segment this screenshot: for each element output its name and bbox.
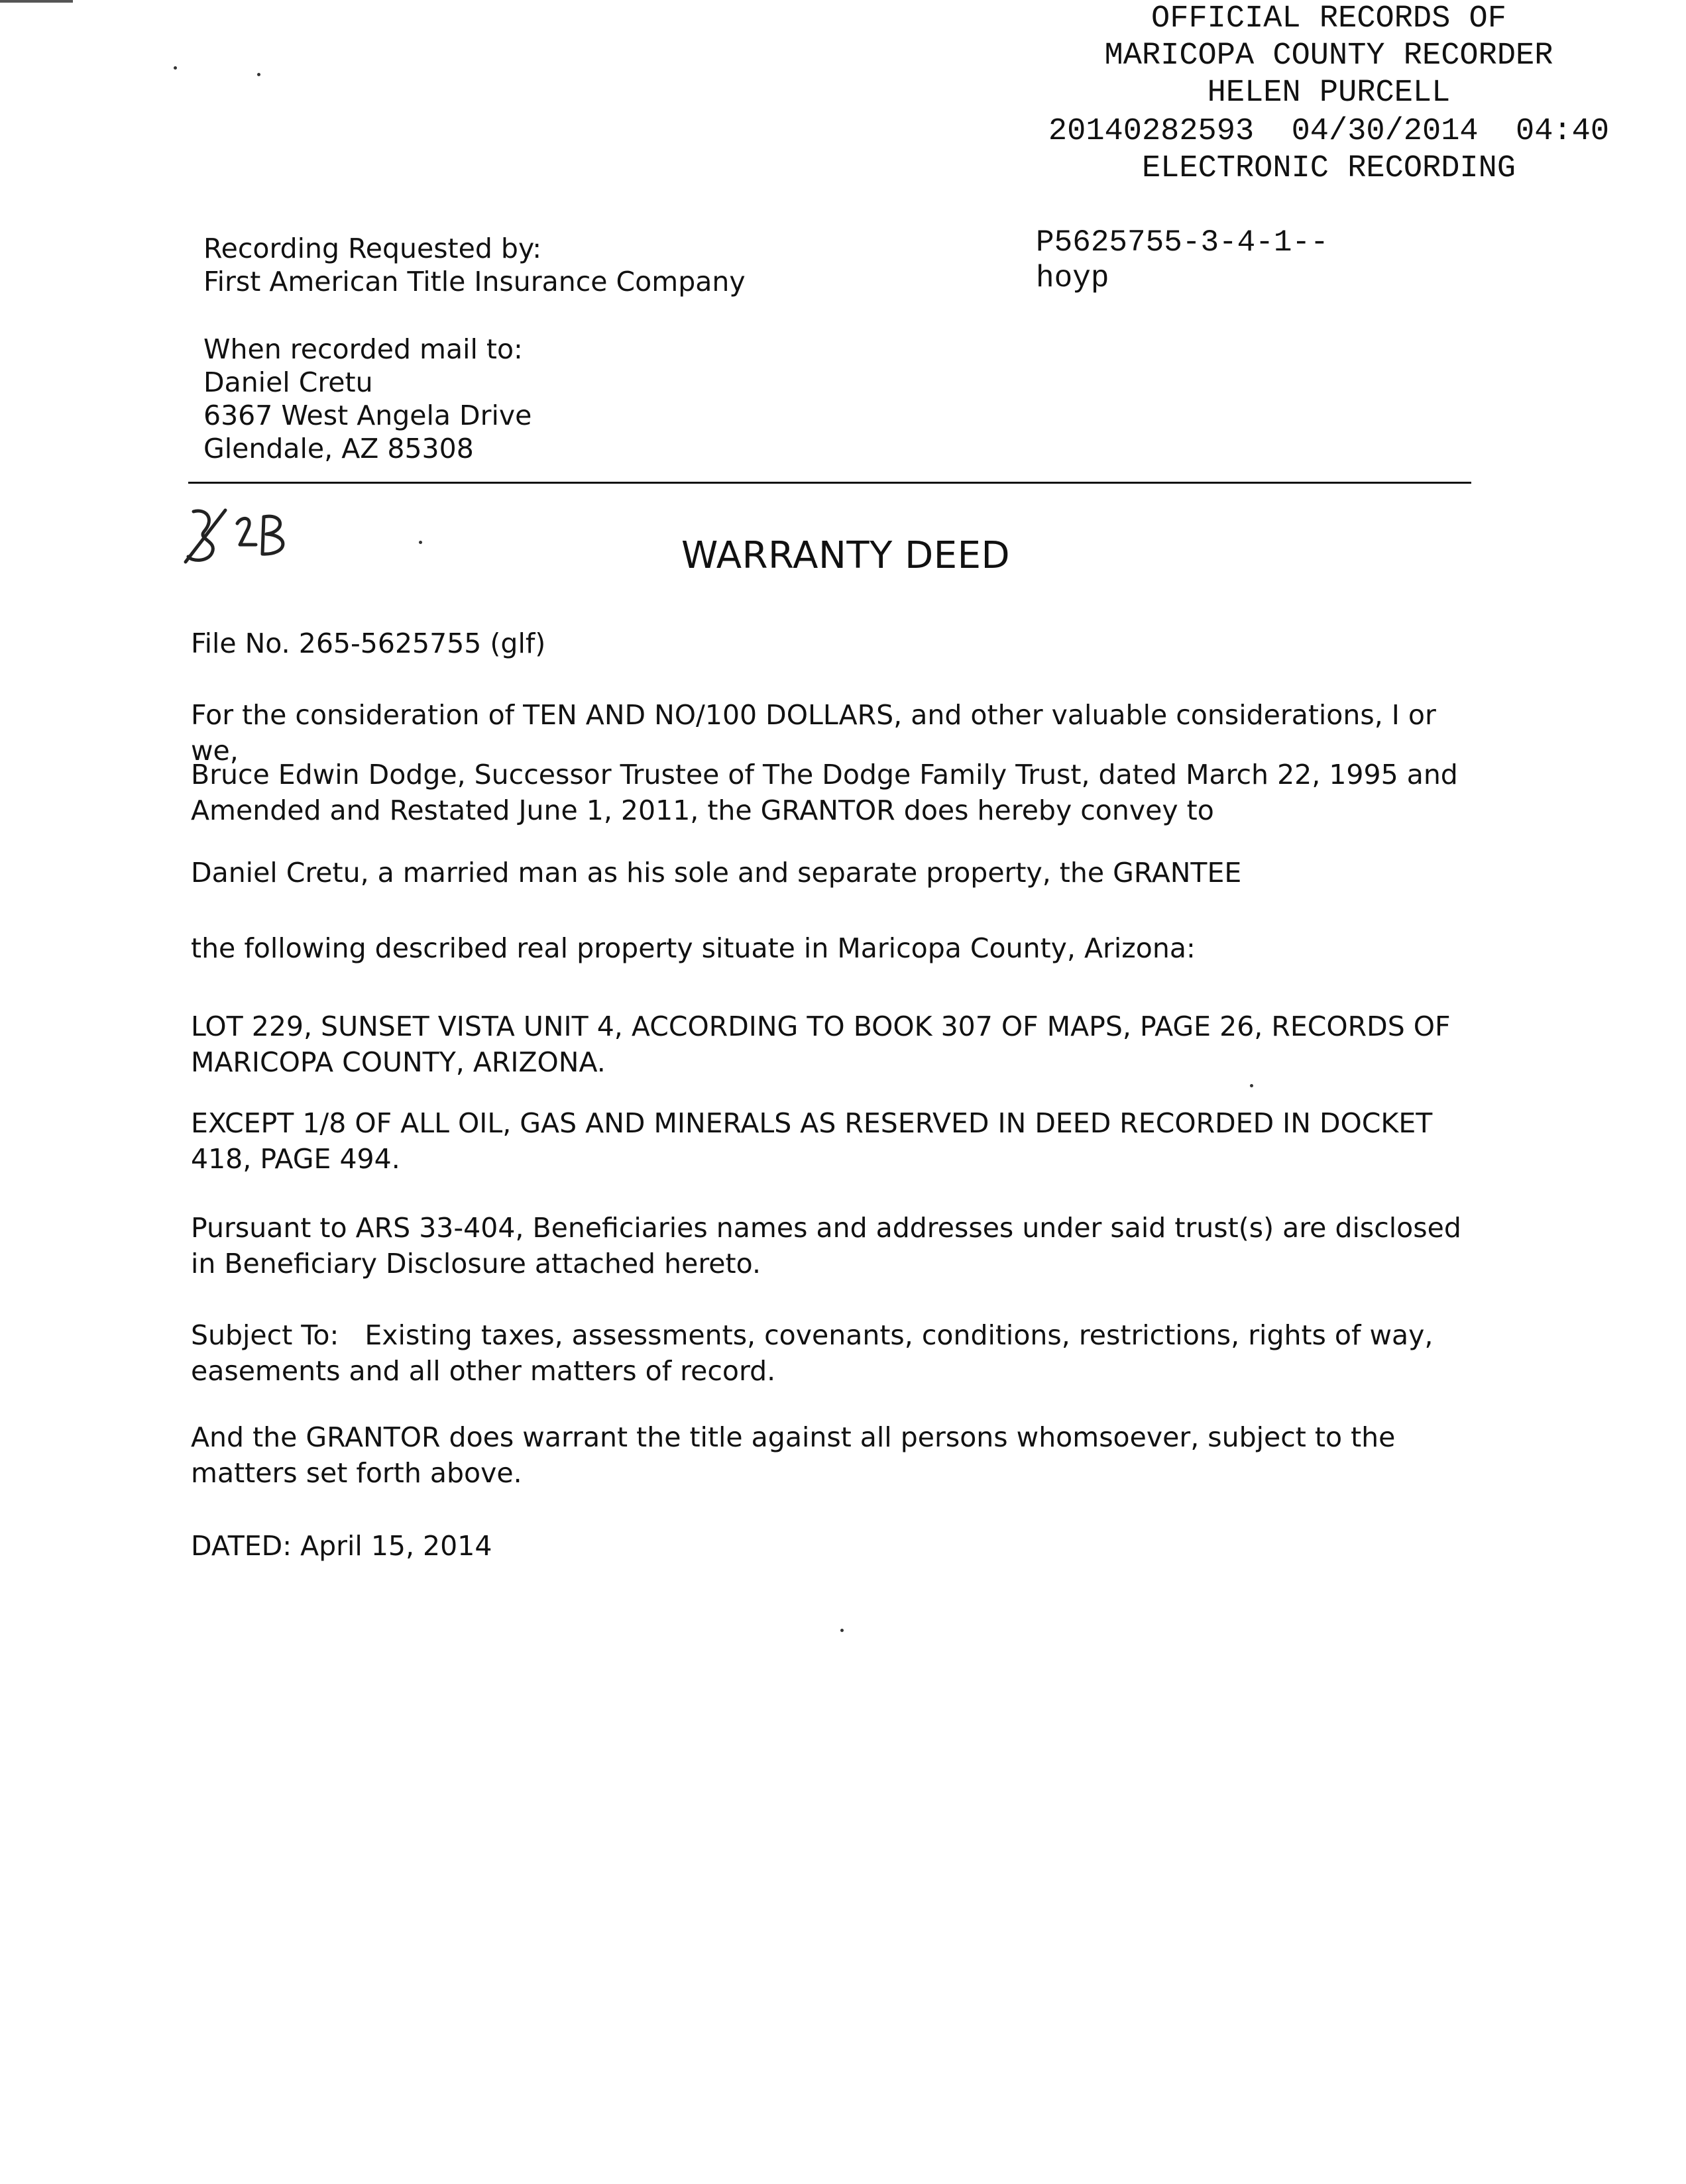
record-operator-code: hoyp bbox=[1036, 261, 1109, 296]
scan-speck bbox=[257, 73, 260, 76]
recorder-line-1: OFFICIAL RECORDS OF bbox=[1151, 1, 1506, 36]
recording-number-date-time: 20140282593 04/30/2014 04:40 bbox=[1048, 114, 1610, 149]
beneficiaries-paragraph: Pursuant to ARS 33-404, Beneficiaries names and addresses under said trust(s) are disclosed in Beneficiary Disclosure attached hereto. bbox=[191, 1212, 1461, 1280]
scan-artifact bbox=[0, 0, 73, 3]
grantee-paragraph: Daniel Cretu, a married man as his sole and separate property, the GRANTEE bbox=[191, 857, 1242, 889]
mail-to-name: Daniel Cretu bbox=[203, 366, 373, 398]
record-code: P5625755-3-4-1-- bbox=[1036, 225, 1329, 260]
requested-by-label: Recording Requested by: bbox=[203, 233, 542, 264]
requested-by-company: First American Title Insurance Company bbox=[203, 266, 746, 298]
recorder-line-5: ELECTRONIC RECORDING bbox=[1141, 151, 1516, 186]
scan-speck bbox=[1250, 1084, 1253, 1087]
legal-description-paragraph: LOT 229, SUNSET VISTA UNIT 4, ACCORDING TO BOOK 307 OF MAPS, PAGE 26, RECORDS OF MARICOPA COUNTY, ARIZONA. bbox=[191, 1010, 1451, 1078]
warranty-paragraph: And the GRANTOR does warrant the title against all persons whomsoever, subject to the matters set forth above. bbox=[191, 1421, 1396, 1489]
scan-speck bbox=[174, 66, 177, 70]
mail-to-label: When recorded mail to: bbox=[203, 333, 523, 365]
scan-speck bbox=[840, 1629, 844, 1632]
consideration-paragraph: For the consideration of TEN AND NO/100 DOLLARS, and other valuable considerations, I or we, bbox=[191, 699, 1436, 767]
exception-paragraph: EXCEPT 1/8 OF ALL OIL, GAS AND MINERALS AS RESERVED IN DEED RECORDED IN DOCKET 418, PAGE 494. bbox=[191, 1107, 1433, 1175]
mail-to-street: 6367 West Angela Drive bbox=[203, 400, 532, 431]
subject-to-paragraph bbox=[191, 1317, 1483, 1389]
grantor-paragraph: Bruce Edwin Dodge, Successor Trustee of The Dodge Family Trust, dated March 22, 1995 and Amended and Restated June 1, 2011, the GRANTOR does hereby convey to bbox=[191, 759, 1458, 826]
dated-line: DATED: April 15, 2014 bbox=[191, 1530, 492, 1562]
header-divider bbox=[188, 482, 1471, 484]
recorder-line-3: HELEN PURCELL bbox=[1207, 76, 1451, 111]
handwritten-note bbox=[179, 498, 305, 571]
property-intro-paragraph: the following described real property situate in Maricopa County, Arizona: bbox=[191, 932, 1196, 964]
scan-speck bbox=[419, 541, 422, 544]
subject-to-text: Existing taxes, assessments, covenants, conditions, restrictions, rights of way, easements and all other matters of record. bbox=[191, 1319, 1433, 1387]
file-number: File No. 265-5625755 (glf) bbox=[191, 628, 546, 659]
subject-to-label: Subject To: bbox=[191, 1319, 339, 1351]
recorder-line-2: MARICOPA COUNTY RECORDER bbox=[1104, 38, 1553, 74]
document-title: WARRANTY DEED bbox=[681, 534, 1011, 577]
mail-to-city: Glendale, AZ 85308 bbox=[203, 433, 474, 464]
